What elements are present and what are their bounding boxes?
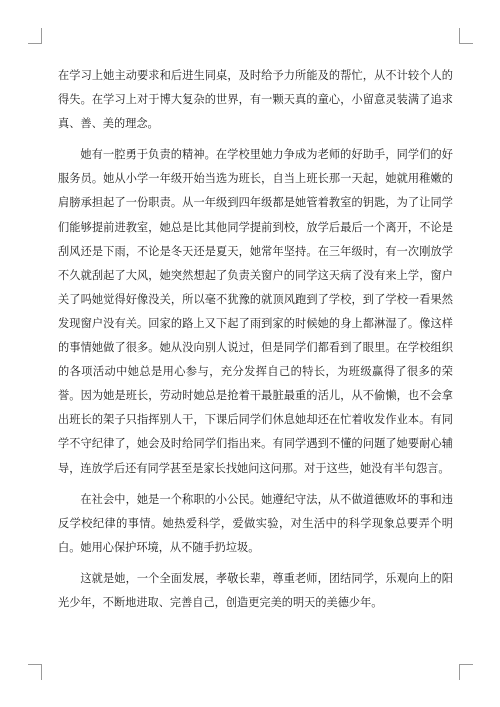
crop-mark-bottom-left [28, 664, 42, 680]
paragraph-responsibility: 她有一腔勇于负责的精神。在学校里她力争成为老师的好助手，同学们的好服务员。她从小学一年级开始当选为班长，自当上班长那一天起，她就用稚嫩的肩膀承担起了一份职责。从一年级到四年级都是她管着教室的钥匙，为了让同学们能够提前进教室，她总是比其他同学提前到校，放学后最后一个离开，不论是刮风还是下雨，不论是冬天还是夏天，她常年坚持。在三年级时，有一次刚放学不久就刮起了大风，她突然想起了负责关窗户的同学这天病了没有来上学，窗户关了吗她觉得好像没关，所以毫不犹豫的就顶风跑到了学校，到了学校一看果然发现窗户没有关。回家的路上又下起了雨到家的时候她的身上都淋湿了。像这样的事情她做了很多。她从没向别人说过，但是同学们都看到了眼里。在学校组织的各项活动中她总是用心参与，充分发挥自己的特长，为班级赢得了很多的荣誉。因为她是班长，劳动时她总是抢着干最脏最重的活儿，从不偷懒，也不会拿出班长的架子只指挥别人干，下课后同学们休息她却还在忙着收发作业本。有同学不守纪律了，她会及时给同学们指出来。有同学遇到不懂的问题了她要耐心辅导，连放学后还有同学甚至是家长找她问这问那。对于这些，她没有半句怨言。 [58, 148, 453, 475]
paragraph-study: 在学习上她主动要求和后进生同桌，及时给予力所能及的帮忙，从不计较个人的得失。在学习上对于博大复杂的世界，有一颗天真的童心，小留意灵装满了追求真、善、美的理念。 [58, 69, 453, 131]
crop-mark-top-right [459, 28, 473, 44]
document-body [58, 64, 453, 622]
crop-mark-top-left [28, 28, 42, 44]
paragraph-summary: 这就是她，一个全面发展，孝敬长辈，尊重老师，团结同学，乐观向上的阳光少年，不断地进取、完善自己，创造更完美的明天的美德少年。 [58, 571, 453, 609]
paragraph-citizen: 在社会中，她是一个称职的小公民。她遵纪守法，从不做道德败坏的事和违反学校纪律的事情。她热爱科学，爱做实验，对生活中的科学现象总要弄个明白。她用心保护环境，从不随手扔垃圾。 [58, 492, 453, 554]
crop-mark-bottom-right [459, 664, 473, 680]
